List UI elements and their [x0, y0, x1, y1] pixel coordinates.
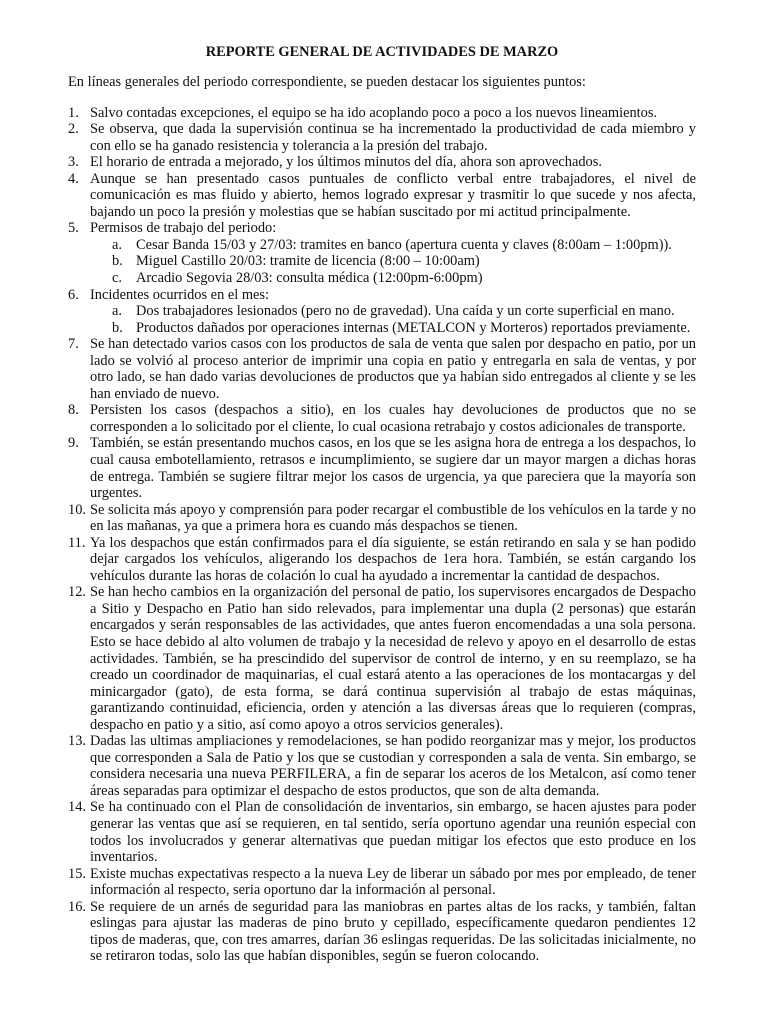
sub-item-letter: b.	[112, 319, 123, 336]
item-number: 5.	[68, 220, 79, 237]
intro-paragraph: En líneas generales del periodo correspondiente, se pueden destacar los siguientes puntos:	[68, 74, 586, 90]
item-number: 11.	[68, 534, 86, 551]
sub-item-text: Dos trabajadores lesionados (pero no de gravedad). Una caída y un corte superficial en mano.	[136, 303, 675, 320]
document-title: REPORTE GENERAL DE ACTIVIDADES DE MARZO	[205, 44, 559, 60]
item-number: 13.	[68, 733, 86, 750]
list-item	[68, 154, 696, 171]
sub-item-letter: a.	[112, 303, 122, 320]
item-text: Incidentes ocurridos en el mes:	[90, 286, 270, 303]
item-text: Dadas las ultimas ampliaciones y remodelaciones, se han podido reorganizar mas y mejor, los productos que corresponden a Sala de Patio y los que se custodian y corresponden a sala de venta. Sin embargo, se considera necesaria una nueva PERFILERA, a fin de separar los aceros de los Metalcon, así como tener áreas separadas para optimizar el despacho de estos productos, que son de alta demanda.	[90, 733, 696, 799]
item-number: 8.	[68, 402, 79, 419]
incidentes-sublist	[90, 303, 696, 336]
item-text: Se observa, que dada la supervisión continua se ha incrementado la productividad de cada miembro y con ello se ha ganado resistencia y tolerancia a la presión del trabajo.	[90, 121, 696, 154]
item-text: También, se están presentando muchos casos, en los que se les asigna hora de entrega a los despachos, lo cual causa embotellamiento, retrasos e incumplimiento, se sugiere dar un mayor margen a dichas horas de entrega. También se sugiere filtrar mejor los casos de urgencia, ya que pareciera que la mayoría son urgentes.	[90, 435, 696, 502]
list-item	[68, 584, 696, 733]
list-item	[68, 105, 696, 122]
list-item	[68, 799, 696, 865]
activities-list	[68, 105, 696, 965]
item-text: Aunque se han presentado casos puntuales de conflicto verbal entre trabajadores, el nivel de comunicación es mas fluido y abierto, hemos logrado expresar y trasmitir lo que sucede y nos afecta, bajando un poco la presión y molestias que se habían suscitado por mi actitud principalmente.	[90, 170, 696, 220]
list-item-permisos	[68, 220, 696, 286]
item-text: Existe muchas expectativas respecto a la nueva Ley de liberar un sábado por mes por empleado, de tener información al respecto, seria oportuno dar la información al personal.	[90, 865, 696, 899]
sub-list-item	[112, 320, 696, 337]
item-text: Se han detectado varios casos con los productos de sala de venta que salen por despacho en patio, por un lado se volvió al proceso anterior de imprimir una copia en patio y entregarla en sala de ventas, y por otro lado, se han dado varias devoluciones de productos que ya habían sido entregados al cliente y se les han enviado de nuevo.	[90, 336, 696, 402]
item-number: 14.	[68, 799, 86, 816]
list-item	[68, 733, 696, 799]
item-number: 15.	[68, 865, 86, 882]
list-item-incidentes	[68, 287, 696, 337]
list-item	[68, 866, 696, 899]
sub-list-item	[112, 253, 696, 270]
item-text: Se ha continuado con el Plan de consolidación de inventarios, sin embargo, se hacen ajustes para poder generar las ventas que así se requieren, en tal sentido, sería oportuno agendar una reunión especial con todos los involucrados y generar alternativas que puedan mitigar los efectos que esto produce en los inventarios.	[90, 799, 696, 866]
sub-item-letter: c.	[112, 269, 122, 286]
sub-item-text: Productos dañados por operaciones internas (METALCON y Morteros) reportados previamente.	[136, 319, 691, 336]
item-number: 10.	[68, 501, 86, 518]
item-text: Se han hecho cambios en la organización del personal de patio, los supervisores encargados de Despacho a Sitio y Despacho en Patio han sido relevados, para implementar una dupla (2 personas) que estarán encargados y serán responsables de las actividades, que antes fueron encomendadas a una sola persona. Esto se hace debido al alto volumen de trabajo y la necesidad de relevo y apoyo en el desarrollo de estas actividades. También, se ha prescindido del supervisor de control de interno, y en su reemplazo, se ha creado un coordinador de maquinarias, el cual estará atento a las operaciones de los montacargas y del minicargador (gato), de esta forma, se dará continua supervisión al trabajo de estas máquinas, garantizando continuidad, eficiencia, orden y atención a las diversas áreas que lo requieren (compras, despacho en patio y a sitio, así como apoyo a otros servicios generales).	[90, 584, 696, 733]
list-item	[68, 435, 696, 501]
item-text: Salvo contadas excepciones, el equipo se ha ido acoplando poco a poco a los nuevos lineamientos.	[90, 104, 658, 121]
list-item	[68, 121, 696, 154]
item-text: Ya los despachos que están confirmados para el día siguiente, se están retirando en sala y se han podido dejar cargados los vehículos, aligerando los despachos de 1era hora. También, se están cargando los vehículos durante las horas de colación lo cual ha ayudado a incrementar la cantidad de despachos.	[90, 534, 696, 584]
list-item	[68, 171, 696, 221]
item-text: Persisten los casos (despachos a sitio), en los cuales hay devoluciones de productos que no se corresponden a lo solicitado por el cliente, lo cual ocasiona retrabajo y costos adicionales de transporte.	[90, 402, 696, 435]
item-number: 12.	[68, 584, 86, 601]
item-number: 2.	[68, 121, 79, 138]
permisos-sublist	[90, 237, 696, 287]
item-number: 6.	[68, 286, 79, 303]
item-text: Se solicita más apoyo y comprensión para poder recargar el combustible de los vehículos en la tarde y no en las mañanas, ya que a primera hora es cuando más despachos se tienen.	[90, 501, 696, 535]
item-text: Se requiere de un arnés de seguridad para las maniobras en partes altas de los racks, y también, faltan eslingas para ajustar las maderas de pino bruto y cepillado, específicamente quedaron pendientes 12 tipos de maderas, que, con tres amarres, darían 36 eslingas requeridas. De las solicitadas inicialmente, no se retiraron todas, solo las que habían disponibles, según se fueron colocando.	[90, 898, 696, 965]
sub-item-text: Arcadio Segovia 28/03: consulta médica (12:00pm-6:00pm)	[136, 269, 483, 286]
sub-list-item	[112, 270, 696, 287]
sub-list-item	[112, 303, 696, 320]
item-number: 1.	[68, 104, 79, 121]
sub-item-letter: a.	[112, 236, 122, 253]
item-number: 3.	[68, 154, 79, 171]
sub-item-text: Miguel Castillo 20/03: tramite de licencia (8:00 – 10:00am)	[136, 253, 480, 270]
sub-item-text: Cesar Banda 15/03 y 27/03: tramites en banco (apertura cuenta y claves (8:00am – 1:00pm)).	[136, 236, 672, 253]
item-text: Permisos de trabajo del periodo:	[90, 220, 277, 237]
item-number: 4.	[68, 170, 79, 187]
sub-item-letter: b.	[112, 253, 123, 270]
list-item	[68, 502, 696, 535]
list-item	[68, 402, 696, 435]
sub-list-item	[112, 237, 696, 254]
list-item	[68, 336, 696, 402]
list-item	[68, 535, 696, 585]
item-number: 9.	[68, 435, 79, 452]
item-number: 7.	[68, 336, 79, 353]
list-item	[68, 899, 696, 965]
item-text: El horario de entrada a mejorado, y los últimos minutos del día, ahora son aprovechados.	[90, 154, 602, 171]
item-number: 16.	[68, 898, 86, 915]
